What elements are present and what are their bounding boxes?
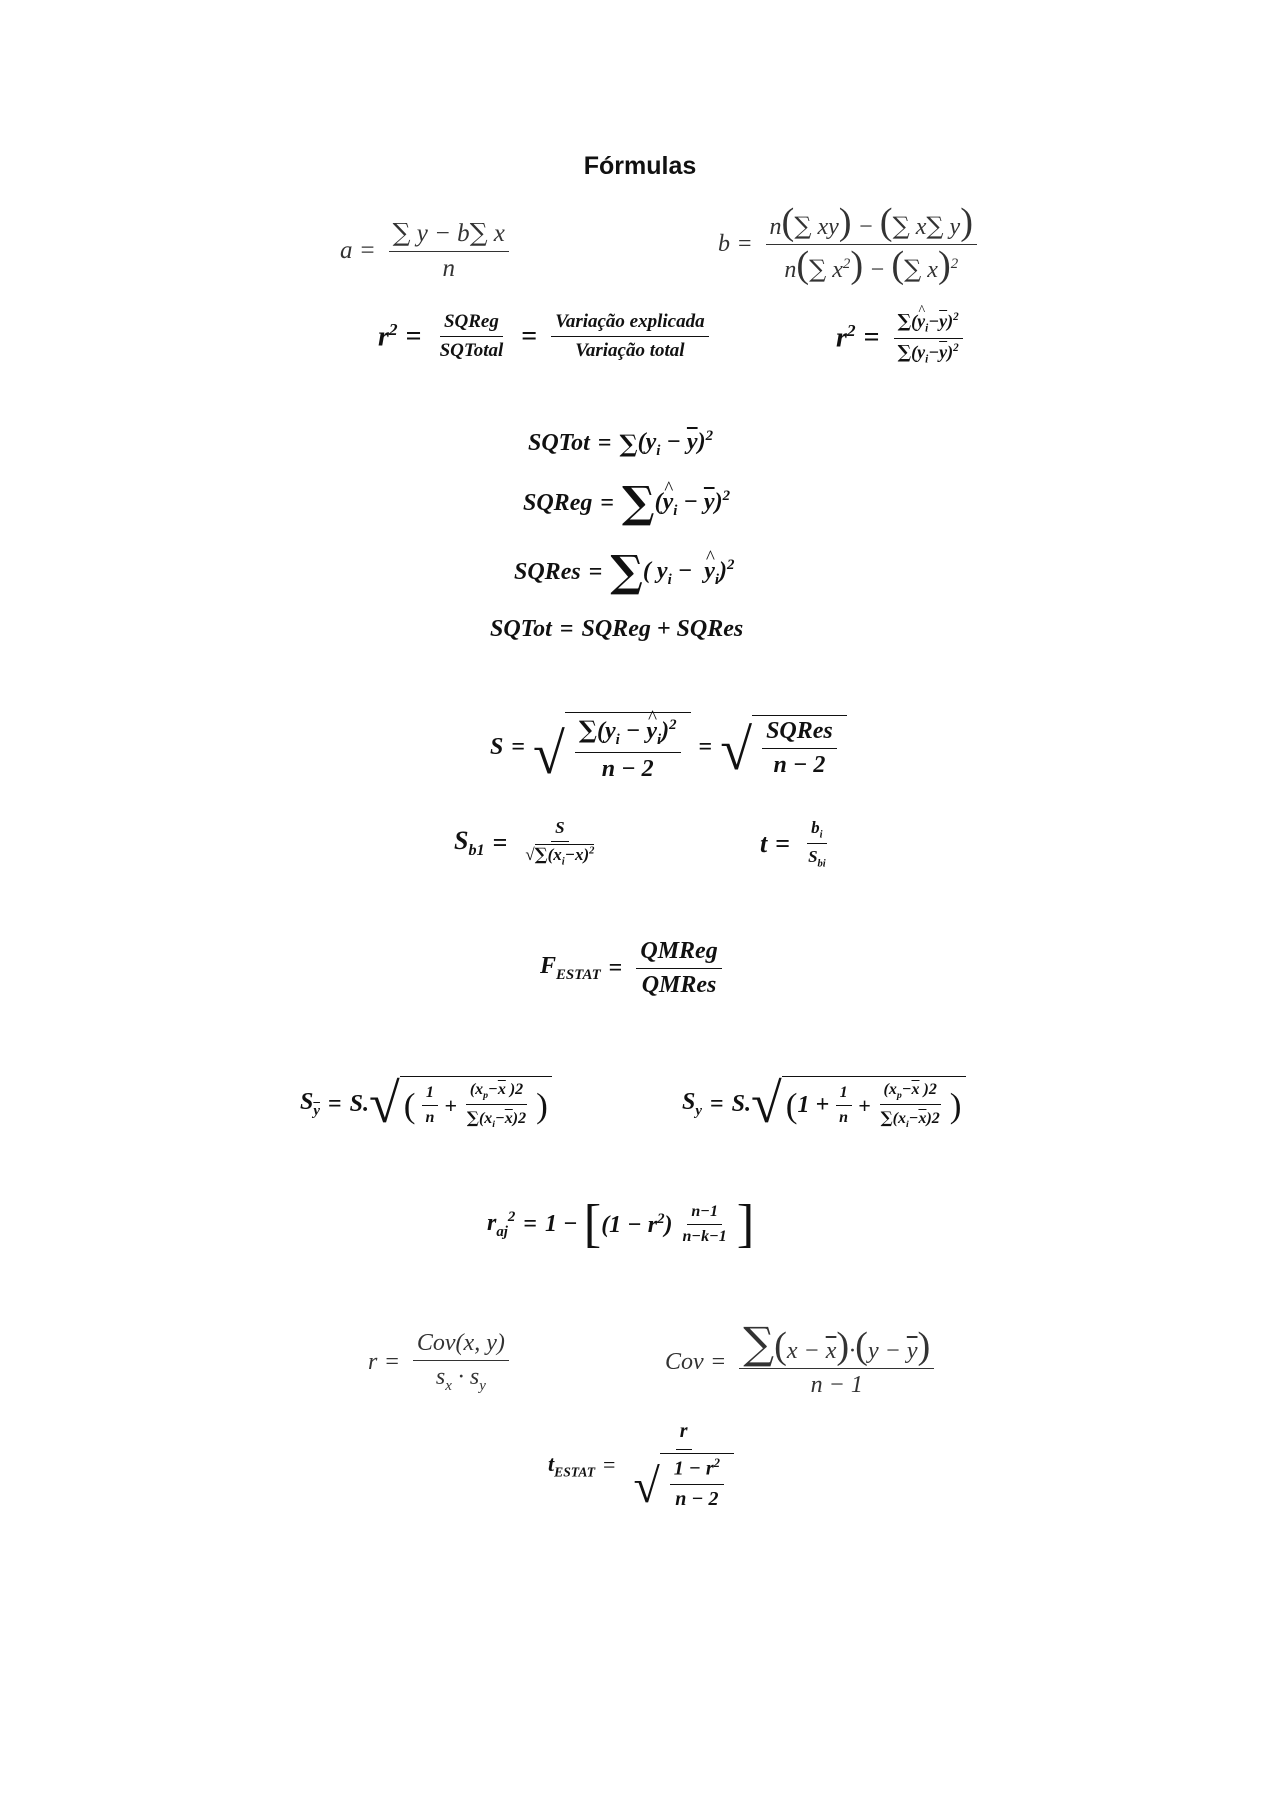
formula-f-stat: $F_{ESTAT}$ = $\frac{\text{QMReg}}{\text{QMRes}}$ <box>540 938 728 999</box>
formula-s-y: $S_y$ = S. √ ( 1 + $\frac{1}{n}$ + $\frac{(x_p-\overline{x} )2}{\sum(x_i-\overline{x})2}$ ) <box>682 1076 966 1132</box>
formula-sqres: SQRes = ∑ ( $y_i$ − ^ $y_i)^2$ <box>514 553 734 592</box>
formula-r2-adjusted: $r_{aj}^2$ = 1 − [ $(1 - r^2)$ $\frac{n-1}{n-k-1}$ ] <box>487 1195 755 1253</box>
formula-sqreg: SQReg = ∑ (^ $y_i - \overline{y})^2$ <box>523 484 730 523</box>
page-title: Fórmulas <box>583 152 697 180</box>
formula-t-stat: $t_{ESTAT}$ = r √ $\frac{1 - r^2}{n - 2}$ <box>548 1420 744 1511</box>
formula-correlation: r = $\frac{\text{Cov(x, y)}}{s_x \cdot s_y}$ <box>368 1330 515 1395</box>
formula-t-coef: t = $\frac{b_i}{S_{bi}}$ <box>760 818 826 870</box>
formula-r2-sums: $r^2$ = $\frac{\sum(\^{} y_i-\overline{y})^2}{\sum(y_i-\overline{y})^2}$ <box>836 311 969 365</box>
formula-covariance: Cov = $\frac{\sum(x - \overline{x})\cdot(y - \overline{y})}{n - 1}$ <box>665 1325 940 1399</box>
formula-sb1: $S_{b1}$ = $\frac{S}{√\sum(x_i-\overline{x})^2}$ <box>454 818 595 868</box>
formula-standard-error: S = √ $\frac{\sum(y_i - \^{} y_i)^2}{n - 2}$ = √ $\frac{\text{SQRes}}{n - 2}$ <box>490 712 847 783</box>
formula-sqtot-sum: SQTot = SQReg + SQRes <box>490 616 744 642</box>
formula-s-ybar: $S_{\overline{y}}$ = S. √ ( $\frac{1}{n}$ + $\frac{(x_p-\overline{x} )2}{\sum(x_i-\overline{x})2}$ ) <box>300 1076 552 1132</box>
formula-slope-b: b = $\frac{n(\sum xy) - (\sum x\sum y)}{n(\sum x^2) - (\sum x)^2}$ <box>718 205 983 284</box>
formula-sqtot: SQTot = ∑ $(y_i - \overline{y})^2$ <box>528 428 714 459</box>
formula-intercept-a: a = $\frac{\sum y - b\sum x}{n}$ <box>340 218 515 283</box>
formula-r2-ratio: $r^2$ = $\frac{\text{SQReg}}{\text{SQTotal}}$ = $\frac{\text{Variação explicada}}{\text{Variação total}}$ <box>378 311 715 362</box>
